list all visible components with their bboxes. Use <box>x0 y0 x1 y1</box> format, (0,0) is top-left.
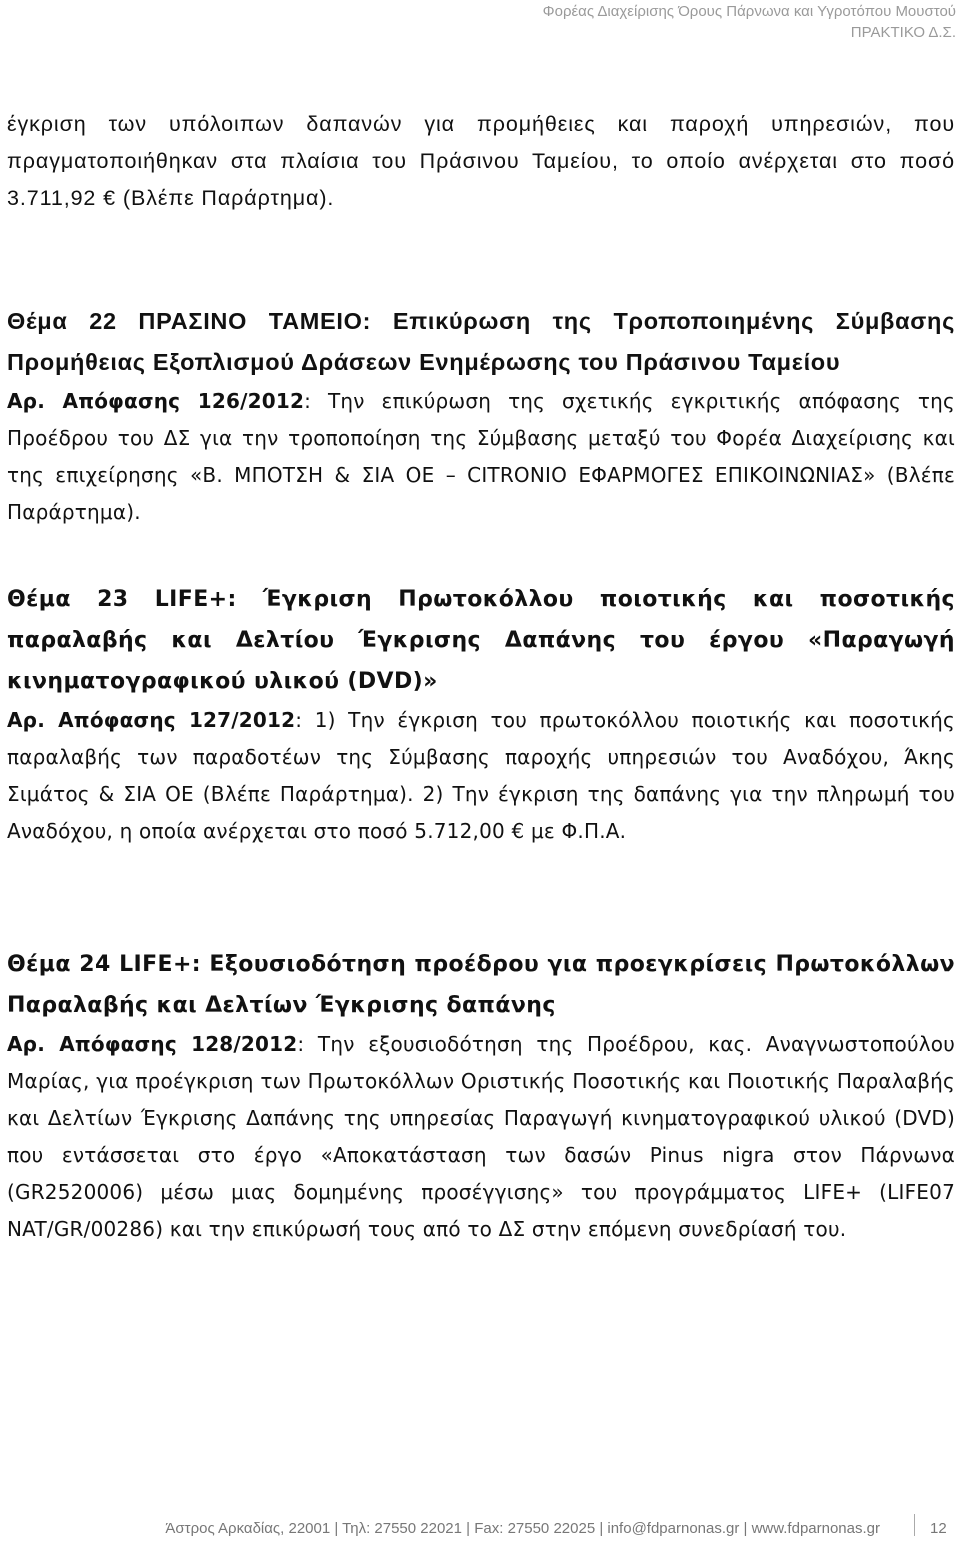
spacer <box>7 531 955 579</box>
decision-paragraph <box>7 383 955 531</box>
spacer <box>7 217 955 301</box>
page-number: 12 <box>930 1520 947 1537</box>
footer-divider <box>914 1514 915 1536</box>
decision-text: : 1) Την έγκριση του πρωτοκόλλου ποιοτικής και ποσοτικής παραλαβής των παραδοτέων της Σύμβασης παροχής υπηρεσιών του Αναδόχου, Άκης Σιμάτος & ΣΙΑ ΟΕ (Βλέπε Παράρτημα). 2) Την έγκριση της δαπάνης για την πληρωμή του Αναδόχου, η οποία ανέρχεται στο ποσό 5.712,00 € με Φ.Π.Α. <box>7 708 955 843</box>
page-header <box>543 1 956 43</box>
topic-title: Θέμα 22 ΠΡΑΣΙΝΟ ΤΑΜΕΙΟ: Επικύρωση της Τροποποιημένης Σύμβασης Προμήθειας Εξοπλισμού Δράσεων Ενημέρωσης του Πράσινου Ταμείου <box>7 308 955 375</box>
decision-text: : Την επικύρωση της σχετικής εγκριτικής απόφασης της Προέδρου του ΔΣ για την τροποποίηση της Σύμβασης μεταξύ του Φορέα Διαχείρισης και της επιχείρησης «Β. ΜΠΟΤΣΗ & ΣΙΑ ΟΕ – CITRONIO ΕΦΑΡΜΟΓΕΣ ΕΠΙΚΟΙΝΩΝΙΑΣ» (Βλέπε Παράρτημα). <box>7 389 955 524</box>
decision-number: Αρ. Απόφασης 128/2012 <box>7 1032 298 1056</box>
intro-paragraph: έγκριση των υπόλοιπων δαπανών για προμήθειες και παροχή υπηρεσιών, που πραγματοποιήθηκαν στα πλαίσια του Πράσινου Ταμείου, το οποίο ανέρχεται στο ποσό 3.711,92 € (Βλέπε Παράρτημα). <box>7 112 955 210</box>
decision-number: Αρ. Απόφασης 126/2012 <box>7 389 305 413</box>
topic-24 <box>7 944 955 1248</box>
header-document-type: ΠΡΑΚΤΙΚΟ Δ.Σ. <box>850 24 956 41</box>
topic-title: Θέμα 24 LIFE+: Εξουσιοδότηση προέδρου για προεγκρίσεις Πρωτοκόλλων Παραλαβής και Δελτίων Έγκρισης δαπάνης <box>7 952 955 1018</box>
topic-title: Θέμα 23 LIFE+: Έγκριση Πρωτοκόλλου ποιοτικής και ποσοτικής παραλαβής και Δελτίου Έγκρισης Δαπάνης του έργου «Παραγωγή κινηματογραφικού υλικού (DVD)» <box>7 587 955 694</box>
topic-22 <box>7 301 955 531</box>
document-body <box>7 106 955 1248</box>
decision-number: Αρ. Απόφασης 127/2012 <box>7 708 296 732</box>
decision-text: : Την εξουσιοδότηση της Προέδρου, κας. Αναγνωστοπούλου Μαρίας, για προέγκριση των Πρωτοκόλλων Οριστικής Ποσοτικής και Ποιοτικής Παραλαβής και Δελτίων Έγκρισης Δαπάνης της υπηρεσίας Παραγωγή κινηματογραφικού υλικού (DVD) που εντάσσεται στο έργο «Αποκατάσταση των δασών Pinus nigra στον Πάρνωνα (GR2520006) μέσω μιας δομημένης προσέγγισης» του προγράμματος LIFE+ (LIFE07 NAT/GR/00286) και την επικύρωσή τους από το ΔΣ στην επόμενη συνεδρίασή του. <box>7 1032 955 1241</box>
topic-23 <box>7 579 955 850</box>
decision-paragraph <box>7 702 955 850</box>
decision-paragraph <box>7 1026 955 1248</box>
header-organization: Φορέας Διαχείρισης Όρους Πάρνωνα και Υγροτόπου Μουστού <box>542 3 956 20</box>
footer-contact: Άστρος Αρκαδίας, 22001 | Τηλ: 27550 22021 | Fax: 27550 22025 | info@fdparnonas.gr | www.fdparnonas.gr <box>165 1520 880 1537</box>
spacer <box>7 850 955 944</box>
